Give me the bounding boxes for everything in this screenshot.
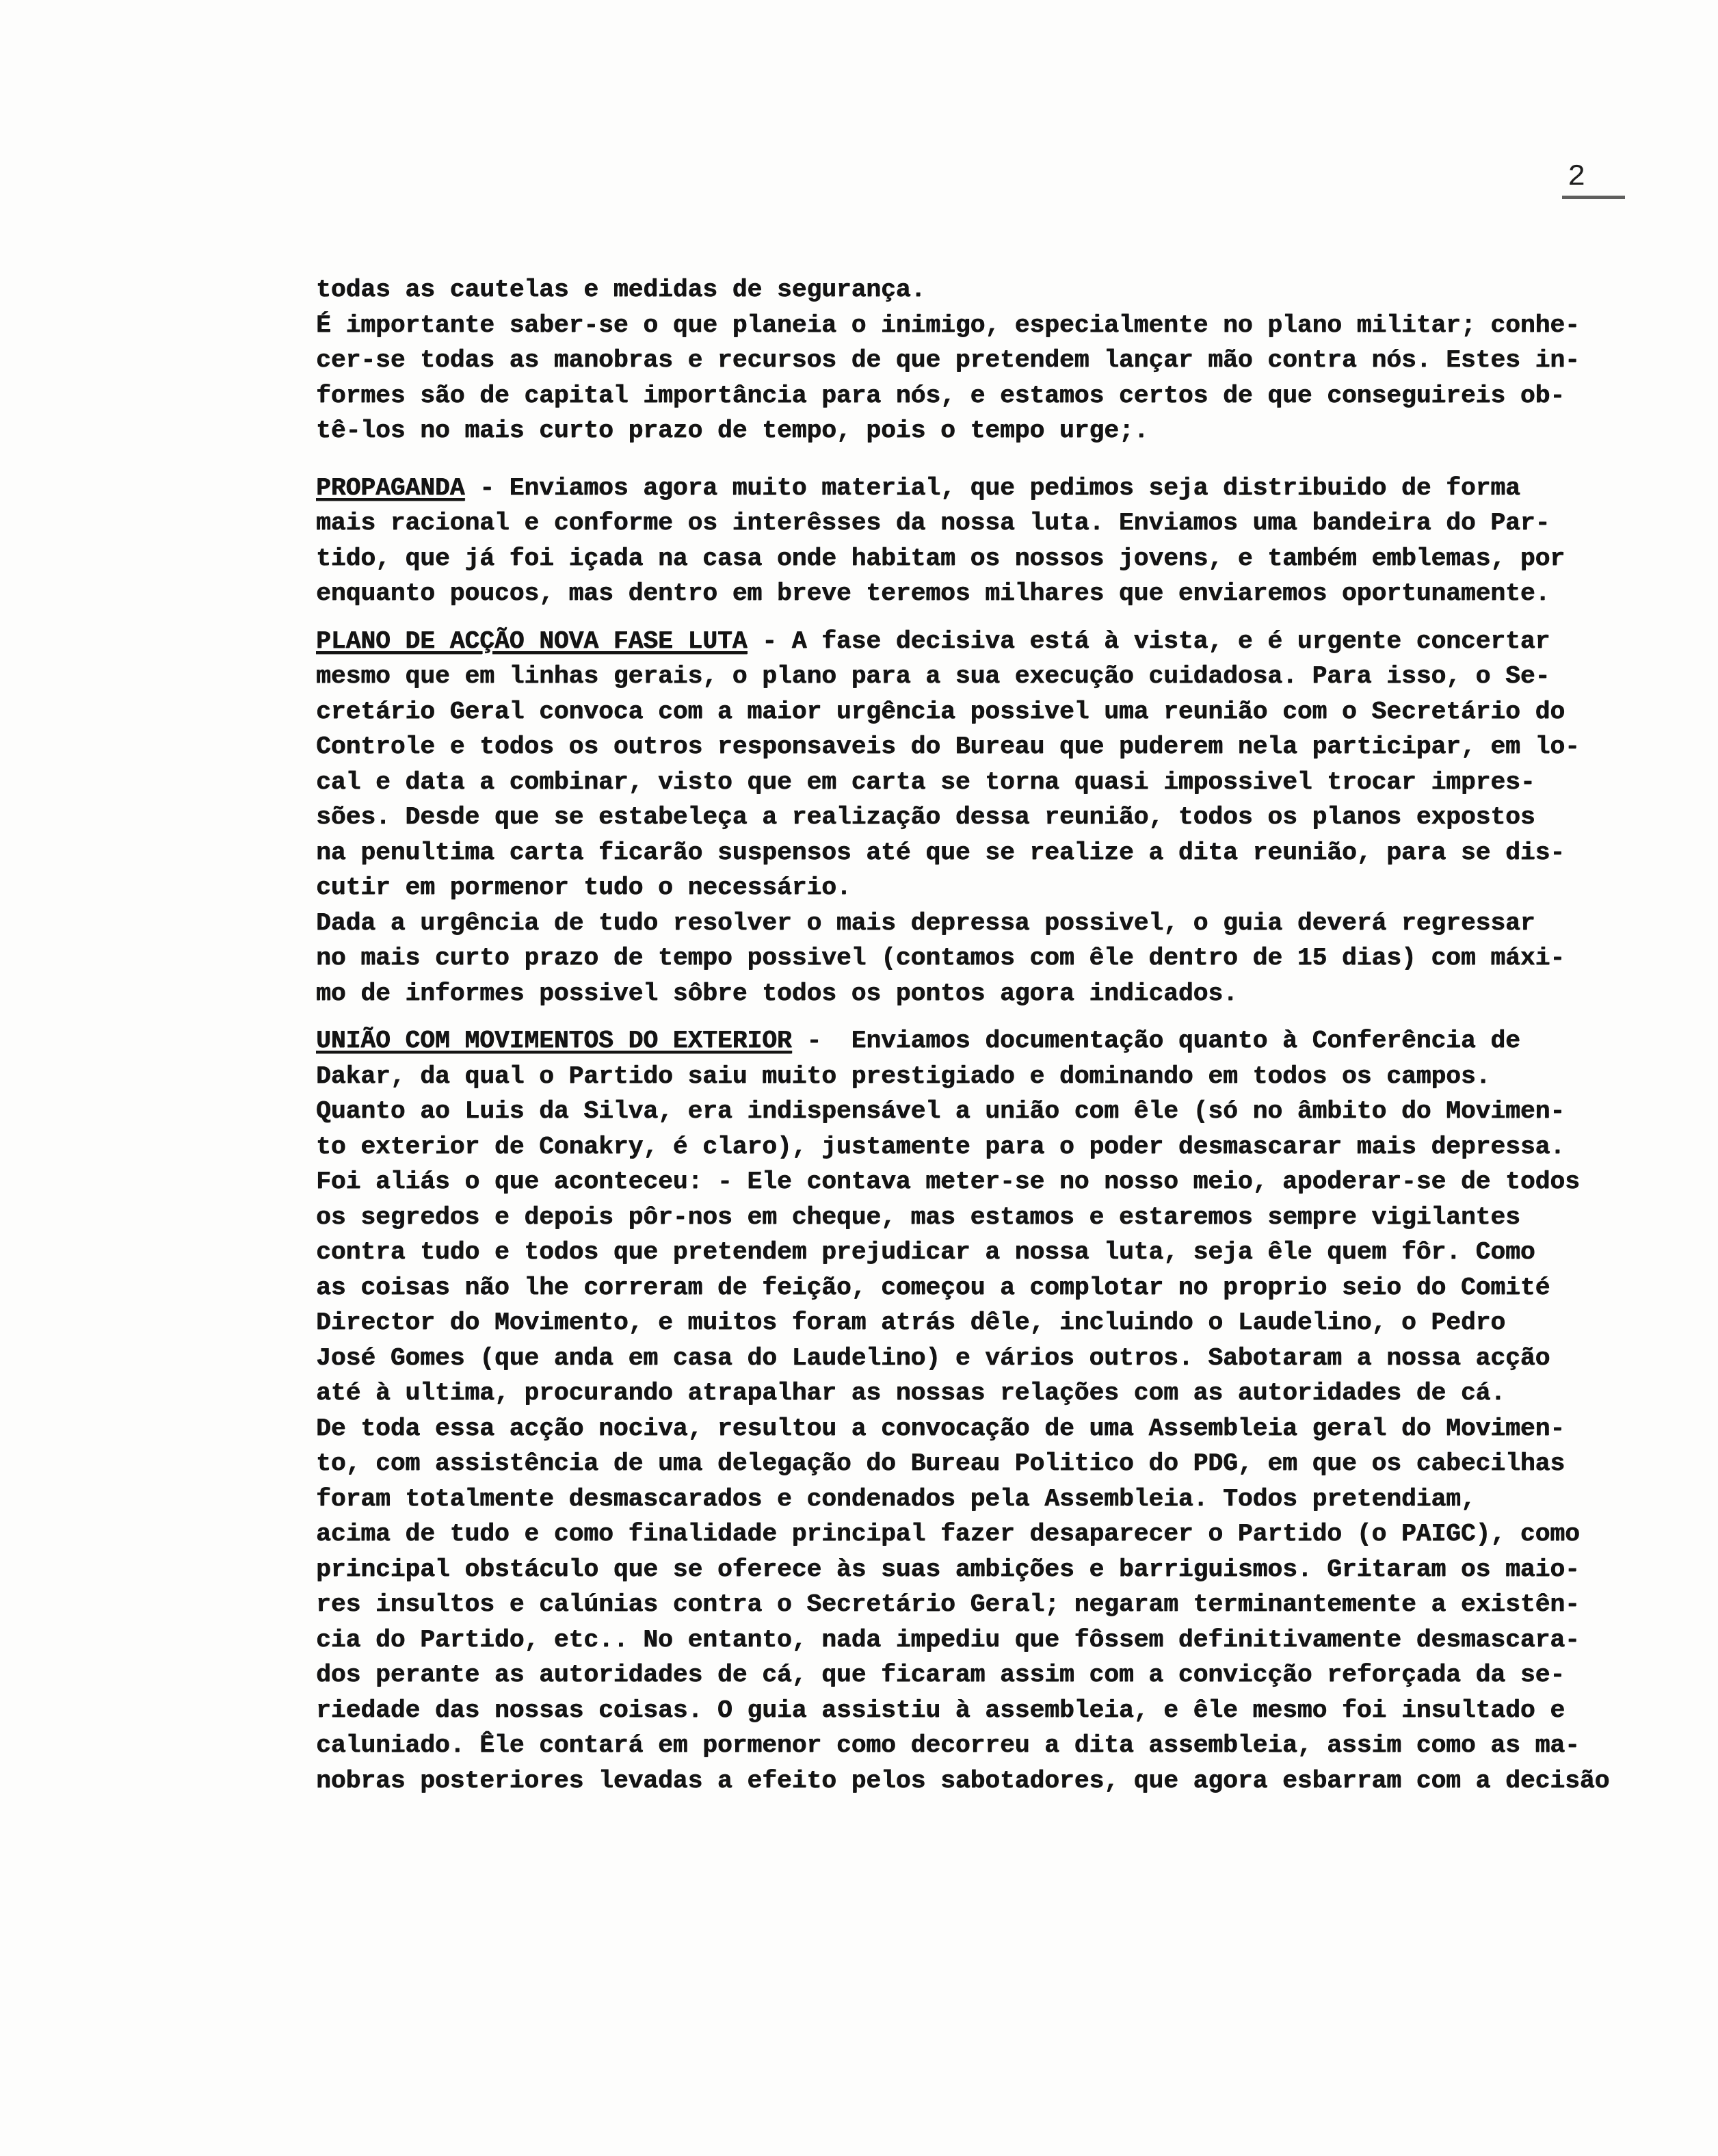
text-line: mesmo que em linhas gerais, o plano para a sua execução cuidadosa. Para isso, o Se-	[316, 662, 1550, 690]
text-line: Dakar, da qual o Partido saiu muito prestigiado e dominando em todos os campos.	[316, 1062, 1491, 1090]
text-line	[316, 624, 1700, 659]
plano-section	[316, 624, 1700, 1012]
text-line: É importante saber-se o que planeia o inimigo, especialmente no plano militar; conhe-	[316, 311, 1580, 339]
text-line: no mais curto prazo de tempo possivel (contamos com êle dentro de 15 dias) com máxi-	[316, 944, 1565, 972]
text-line: cal e data a combinar, visto que em carta se torna quasi impossivel trocar impres-	[316, 767, 1535, 796]
text-line: caluniado. Êle contará em pormenor como decorreu a dita assembleia, assim como as ma-	[316, 1731, 1580, 1759]
text-line: mo de informes possivel sôbre todos os pontos agora indicados.	[316, 979, 1238, 1008]
text-line: Controle e todos os outros responsaveis do Bureau que puderem nela participar, em lo-	[316, 733, 1580, 761]
text-line: foram totalmente desmascarados e condenados pela Assembleia. Todos pretendiam,	[316, 1484, 1476, 1513]
text-line: acima de tudo e como finalidade principal fazer desaparecer o Partido (o PAIGC), como	[316, 1520, 1580, 1548]
text-line	[316, 1023, 1700, 1059]
text-line: cretário Geral convoca com a maior urgência possivel uma reunião com o Secretário do	[316, 697, 1565, 726]
text-fragment: - Enviamos agora muito material, que pedimos seja distribuido de forma	[464, 473, 1520, 502]
text-line: Dada a urgência de tudo resolver o mais depressa possivel, o guia deverá regressar	[316, 908, 1535, 937]
text-line: tido, que já foi içada na casa onde habitam os nossos jovens, e também emblemas, por	[316, 544, 1565, 573]
text-line: formes são de capital importância para nós, e estamos certos de que conseguireis ob-	[316, 381, 1565, 410]
text-line: nobras posteriores levadas a efeito pelos sabotadores, que agora esbarram com a decisão	[316, 1766, 1610, 1795]
propaganda-section	[316, 471, 1700, 612]
text-line: cer-se todas as manobras e recursos de que pretendem lançar mão contra nós. Estes in-	[316, 346, 1580, 374]
text-line: José Gomes (que anda em casa do Laudelino) e vários outros. Sabotaram a nossa acção	[316, 1343, 1550, 1372]
text-line: enquanto poucos, mas dentro em breve teremos milhares que enviaremos oportunamente.	[316, 579, 1550, 607]
text-line: as coisas não lhe correram de feição, começou a complotar no proprio seio do Comité	[316, 1273, 1550, 1302]
text-line: cutir em pormenor tudo o necessário.	[316, 873, 851, 902]
text-line: res insultos e calúnias contra o Secretário Geral; negaram terminantemente a existên-	[316, 1590, 1580, 1618]
letter-body	[316, 272, 1700, 1798]
text-line: os segredos e depois pôr-nos em cheque, mas estamos e estaremos sempre vigilantes	[316, 1202, 1520, 1231]
text-fragment: - A fase decisiva está à vista, e é urgente concertar	[747, 627, 1550, 655]
text-line: dos perante as autoridades de cá, que ficaram assim com a convicção reforçada da se-	[316, 1661, 1565, 1689]
text-line: to exterior de Conakry, é claro), justamente para o poder desmascarar mais depressa.	[316, 1132, 1565, 1161]
section-heading-propaganda: PROPAGANDA	[316, 473, 465, 502]
uniao-section	[316, 1023, 1700, 1798]
text-fragment: - Enviamos documentação quanto à Conferência de	[791, 1027, 1520, 1055]
text-line: mais racional e conforme os interêsses da nossa luta. Enviamos uma bandeira do Par-	[316, 509, 1550, 537]
text-line: contra tudo e todos que pretendem prejudicar a nossa luta, seja êle quem fôr. Como	[316, 1238, 1535, 1266]
text-line: na penultima carta ficarão suspensos até que se realize a dita reunião, para se dis-	[316, 838, 1565, 867]
section-heading-plano: PLANO DE ACÇÃO NOVA FASE LUTA	[316, 627, 748, 655]
page-number-underline	[1562, 196, 1625, 199]
text-line: principal obstáculo que se oferece às suas ambições e barriguismos. Gritaram os maio-	[316, 1555, 1580, 1583]
text-line	[316, 471, 1700, 506]
text-line: Quanto ao Luis da Silva, era indispensável a união com êle (só no âmbito do Movimen-	[316, 1097, 1565, 1125]
text-line: todas as cautelas e medidas de segurança.	[316, 276, 926, 304]
text-line: cia do Partido, etc.. No entanto, nada impediu que fôssem definitivamente desmascara-	[316, 1625, 1580, 1654]
text-line: riedade das nossas coisas. O guia assistiu à assembleia, e êle mesmo foi insultado e	[316, 1696, 1565, 1724]
intro-paragraph	[316, 272, 1700, 449]
text-line: até à ultima, procurando atrapalhar as nossas relações com as autoridades de cá.	[316, 1379, 1506, 1407]
text-line: Foi aliás o que aconteceu: - Ele contava meter-se no nosso meio, apoderar-se de todos	[316, 1168, 1580, 1196]
text-line: sões. Desde que se estabeleça a realização dessa reunião, todos os planos expostos	[316, 803, 1535, 831]
text-line: to, com assistência de uma delegação do Bureau Politico do PDG, em que os cabecilhas	[316, 1449, 1565, 1477]
text-line: tê-los no mais curto prazo de tempo, pois o tempo urge;.	[316, 417, 1149, 445]
text-line: Director do Movimento, e muitos foram atrás dêle, incluindo o Laudelino, o Pedro	[316, 1309, 1506, 1337]
text-line: De toda essa acção nociva, resultou a convocação de uma Assembleia geral do Movimen-	[316, 1414, 1565, 1443]
section-heading-uniao: UNIÃO COM MOVIMENTOS DO EXTERIOR	[316, 1027, 792, 1055]
page-number: 2	[1568, 160, 1586, 194]
